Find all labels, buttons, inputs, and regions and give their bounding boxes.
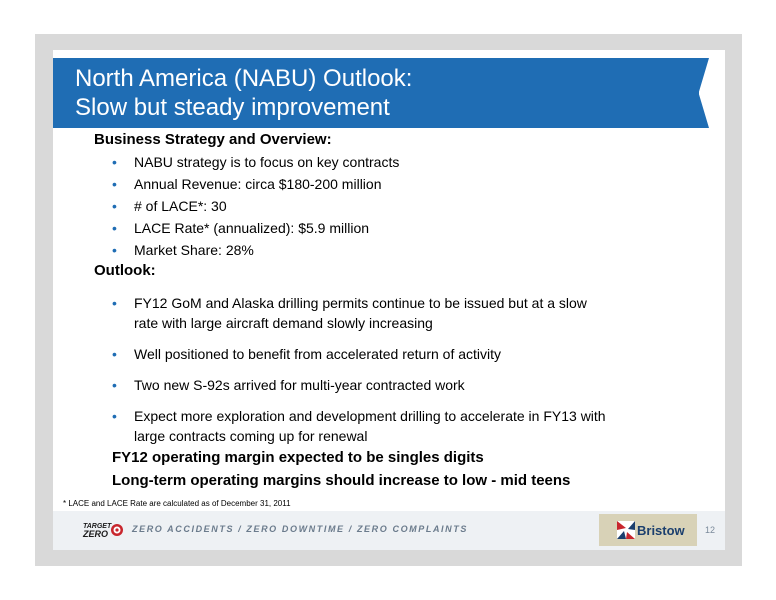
strategy-item-text: NABU strategy is to focus on key contracts — [134, 154, 400, 170]
bullet-marker: • — [112, 176, 117, 192]
bullet-marker: • — [112, 198, 117, 214]
margin-statement: Long-term operating margins should increase to low - mid teens — [112, 472, 571, 489]
page-number: 12 — [705, 525, 716, 535]
bullet-marker: • — [112, 295, 117, 311]
strategy-heading: Business Strategy and Overview: — [94, 131, 332, 148]
strategy-item-text: # of LACE*: 30 — [134, 198, 227, 214]
slide-title — [75, 64, 412, 122]
outlook-item-text: large contracts coming up for renewal — [134, 428, 368, 444]
bristow-brand-name: Bristow — [637, 523, 685, 538]
bullet-marker: • — [112, 377, 117, 393]
outlook-item-text: Well positioned to benefit from accelerated return of activity — [134, 346, 502, 362]
strategy-item-text: LACE Rate* (annualized): $5.9 million — [134, 220, 370, 236]
slide-title-line-2: Slow but steady improvement — [75, 94, 390, 121]
slide-footer — [53, 511, 725, 550]
outlook-item-text: Expect more exploration and development drilling to accelerate in FY13 with — [134, 408, 606, 424]
footnote: * LACE and LACE Rate are calculated as of December 31, 2011 — [63, 499, 291, 508]
bullet-marker: • — [112, 346, 117, 362]
margin-statement: FY12 operating margin expected to be singles digits — [112, 449, 484, 466]
bristow-logo — [599, 514, 697, 546]
outlook-heading: Outlook: — [94, 262, 156, 279]
footer-tagline: ZERO ACCIDENTS / ZERO DOWNTIME / ZERO COMPLAINTS — [132, 524, 468, 534]
outlook-item-text: rate with large aircraft demand slowly increasing — [134, 315, 433, 331]
strategy-item-text: Market Share: 28% — [134, 242, 254, 258]
logo-text-bottom: ZERO — [83, 529, 109, 539]
bullet-marker: • — [112, 408, 117, 424]
strategy-item-text: Annual Revenue: circa $180-200 million — [134, 176, 382, 192]
target-zero-logo — [82, 520, 124, 540]
outlook-item-text: Two new S-92s arrived for multi-year contracted work — [134, 377, 465, 393]
outlook-item-text: FY12 GoM and Alaska drilling permits continue to be issued but at a slow — [134, 295, 587, 311]
bullet-marker: • — [112, 242, 117, 258]
slide-title-line-1: North America (NABU) Outlook: — [75, 65, 413, 92]
logo-text-top: TARGET — [83, 523, 112, 530]
slide — [53, 50, 725, 550]
bullet-marker: • — [112, 220, 117, 236]
bullet-marker: • — [112, 154, 117, 170]
bristow-flag-icon — [617, 521, 635, 539]
title-bar-tail — [683, 58, 709, 128]
